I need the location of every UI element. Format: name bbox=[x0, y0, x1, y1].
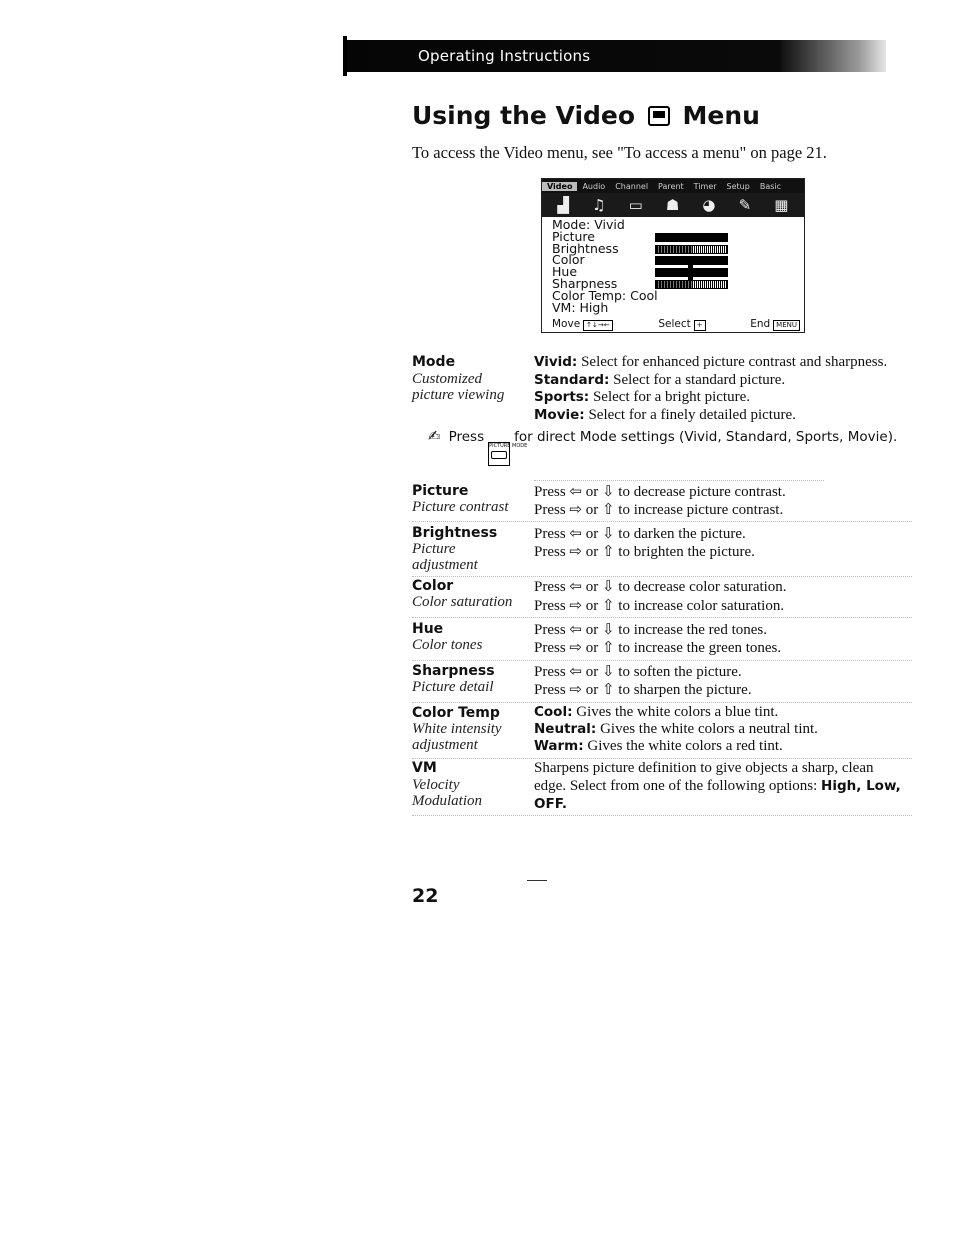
osd-tab-basic: Basic bbox=[759, 181, 782, 191]
vm-label: VM bbox=[412, 760, 437, 776]
vm-option-low: Low, bbox=[866, 778, 901, 794]
osd-tab-bar bbox=[542, 179, 804, 193]
picture-desc-2: Press ⇨ or ⇧ to increase picture contrast. bbox=[534, 502, 784, 518]
menu-key-icon: MENU bbox=[773, 320, 800, 331]
color-temp-subtitle: White intensity adjustment bbox=[412, 721, 502, 753]
picture-label: Picture bbox=[412, 483, 469, 499]
osd-row-vm: VM: High bbox=[552, 299, 609, 315]
sharpness-subtitle: Picture detail bbox=[412, 679, 494, 695]
osd-tab-video: Video bbox=[542, 182, 577, 191]
sharpness-desc-2: Press ⇨ or ⇧ to sharpen the picture. bbox=[534, 682, 752, 698]
intro-text: To access the Video menu, see "To access a menu" on page 21. bbox=[412, 143, 827, 162]
vm-desc-2: edge. Select from one of the following options: High, Low, bbox=[534, 778, 901, 794]
mode-option-movie: Movie: Select for a finely detailed picture. bbox=[534, 407, 796, 423]
brightness-desc-2: Press ⇨ or ⇧ to brighten the picture. bbox=[534, 544, 755, 560]
brightness-label: Brightness bbox=[412, 525, 498, 541]
vm-option-high: High bbox=[821, 778, 857, 794]
mode-option-standard: Standard: Select for a standard picture. bbox=[534, 372, 786, 388]
mode-option-vivid: Vivid: Select for enhanced picture contrast and sharpness. bbox=[534, 354, 888, 370]
brightness-desc-1: Press ⇦ or ⇩ to darken the picture. bbox=[534, 526, 746, 542]
color-desc-2: Press ⇨ or ⇧ to increase color saturation. bbox=[534, 598, 785, 614]
hue-desc-2: Press ⇨ or ⇧ to increase the green tones. bbox=[534, 640, 782, 656]
mode-note: ✍ PressPICTURE MODE for direct Mode settings (Vivid, Standard, Sports, Movie). bbox=[428, 427, 897, 466]
mode-label: Mode bbox=[412, 354, 456, 370]
sharpness-level-bar bbox=[655, 280, 728, 289]
osd-menu-list bbox=[542, 217, 804, 313]
hue-desc-1: Press ⇦ or ⇩ to increase the red tones. bbox=[534, 622, 767, 638]
divider bbox=[412, 576, 912, 577]
setup-icon: ✎ bbox=[738, 196, 752, 214]
osd-move-hint: Move ↑↓→← bbox=[552, 318, 658, 331]
note-pen-icon: ✍ bbox=[428, 427, 441, 445]
section-header-bar bbox=[346, 40, 886, 72]
timer-icon: ◕ bbox=[702, 196, 716, 214]
color-subtitle: Color saturation bbox=[412, 594, 513, 610]
hue-label: Hue bbox=[412, 621, 444, 637]
basic-icon: ▦ bbox=[774, 196, 789, 214]
divider bbox=[412, 815, 912, 816]
divider bbox=[534, 480, 824, 481]
osd-row-picture: Picture bbox=[552, 231, 794, 243]
picture-subtitle: Picture contrast bbox=[412, 499, 509, 515]
page-mark bbox=[527, 880, 547, 881]
osd-row-brightness: Brightness bbox=[552, 243, 794, 255]
vm-option-off: OFF. bbox=[534, 796, 568, 812]
channel-icon: ▭ bbox=[628, 196, 643, 214]
picture-mode-button-icon: PICTURE MODE bbox=[488, 442, 510, 466]
audio-icon: ♫ bbox=[592, 196, 606, 214]
brightness-subtitle: Picture adjustment bbox=[412, 541, 478, 573]
sharpness-desc-1: Press ⇦ or ⇩ to soften the picture. bbox=[534, 664, 742, 680]
video-menu-icon bbox=[648, 106, 670, 126]
parent-icon: ☗ bbox=[665, 196, 680, 214]
page-title bbox=[412, 101, 760, 130]
vm-desc-3 bbox=[534, 795, 567, 813]
vm-desc-1: Sharpens picture definition to give objects a sharp, clean bbox=[534, 760, 874, 776]
page-number: 22 bbox=[412, 885, 439, 907]
mode-subtitle: Customized picture viewing bbox=[412, 371, 505, 403]
color-temp-option-cool: Cool: Gives the white colors a blue tint. bbox=[534, 704, 779, 720]
picture-level-bar bbox=[655, 233, 728, 242]
brightness-level-bar bbox=[655, 245, 728, 254]
osd-footer bbox=[552, 318, 800, 331]
color-desc-1: Press ⇦ or ⇩ to decrease color saturation. bbox=[534, 579, 787, 595]
osd-tab-parent: Parent bbox=[658, 181, 684, 191]
header-marker bbox=[343, 36, 347, 76]
osd-row-hue: Hue bbox=[552, 266, 794, 278]
divider bbox=[412, 617, 912, 618]
mode-option-sports: Sports: Select for a bright picture. bbox=[534, 389, 750, 405]
osd-icon-row bbox=[542, 193, 804, 217]
osd-tab-timer: Timer bbox=[693, 181, 717, 191]
color-temp-option-neutral: Neutral: Gives the white colors a neutral tint. bbox=[534, 721, 818, 737]
osd-select-hint: Select + bbox=[658, 318, 750, 331]
osd-row-mode: Mode: Vivid bbox=[552, 217, 625, 232]
color-temp-label: Color Temp bbox=[412, 705, 500, 721]
osd-tab-setup: Setup bbox=[726, 181, 750, 191]
vm-subtitle: Velocity Modulation bbox=[412, 777, 482, 809]
osd-menu-screenshot bbox=[541, 178, 805, 333]
color-label: Color bbox=[412, 578, 454, 594]
color-temp-option-warm: Warm: Gives the white colors a red tint. bbox=[534, 738, 783, 754]
sharpness-label: Sharpness bbox=[412, 663, 495, 679]
section-title: Operating Instructions bbox=[418, 47, 591, 65]
divider bbox=[412, 660, 912, 661]
osd-end-hint: End MENU bbox=[750, 318, 800, 331]
hue-subtitle: Color tones bbox=[412, 637, 483, 653]
title-text-end: Menu bbox=[682, 101, 760, 130]
video-icon: ▟ bbox=[557, 196, 570, 214]
title-text-start: Using the Video bbox=[412, 101, 636, 130]
osd-row-color: Color bbox=[552, 254, 794, 266]
divider bbox=[412, 521, 912, 522]
picture-desc-1: Press ⇦ or ⇩ to decrease picture contrast. bbox=[534, 484, 786, 500]
osd-row-color-temp: Color Temp: Cool bbox=[552, 287, 658, 303]
select-key-icon: + bbox=[694, 320, 706, 331]
hue-level-bar bbox=[655, 268, 728, 277]
osd-tab-audio: Audio bbox=[582, 181, 606, 191]
osd-tab-channel: Channel bbox=[615, 181, 649, 191]
arrow-keys-icon: ↑↓→← bbox=[583, 320, 612, 331]
osd-row-sharpness: Sharpness bbox=[552, 278, 794, 290]
